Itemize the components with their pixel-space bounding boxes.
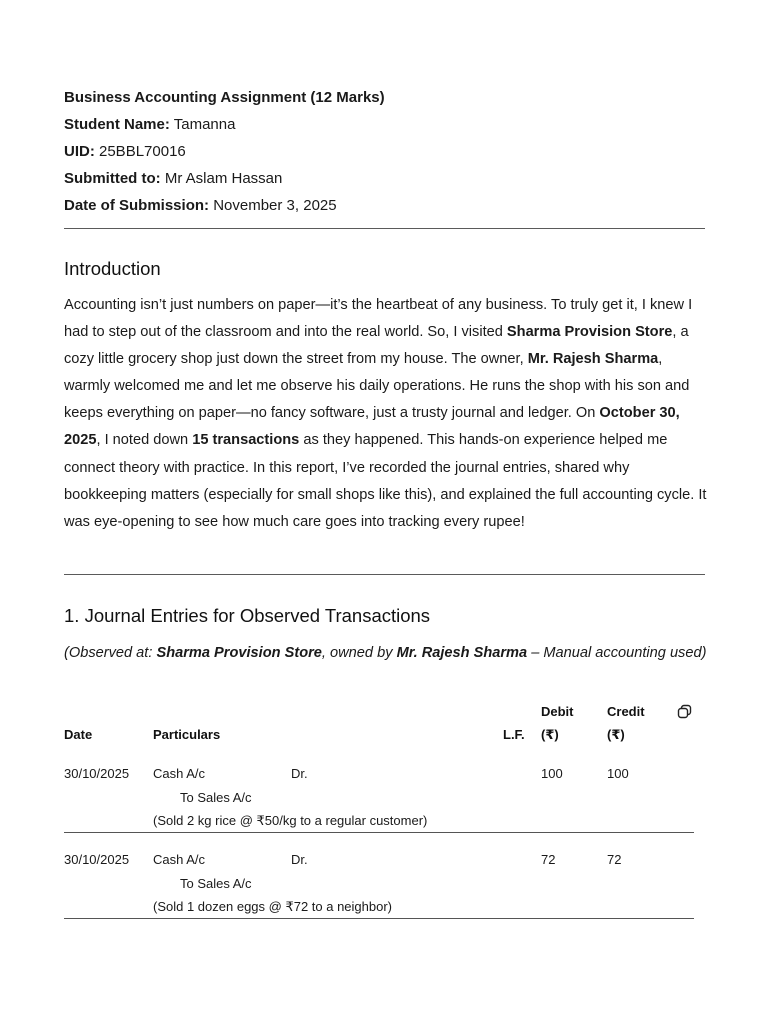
- column-header-date: Date: [64, 727, 93, 742]
- store-name: Sharma Provision Store: [506, 324, 673, 341]
- student-name: Tamanna: [173, 116, 236, 133]
- introduction-paragraph: Accounting isn’t just numbers on paper—it’s the heartbeat of any business. To truly get it, I knew I had to step out of the classroom and into the real world. So, I visited Sharma Provision Store, a cozy little grocery shop just down the street from my house. The owner, Mr. Rajesh Sharma, warmly welcomed me and let me observe his daily operations. He runs the shop with his son and keeps everything on paper—no fancy software, just a trusty journal and ledger. On October 30, 2025, I noted down 15 transactions as they happened. This hands-on experience helped me connect theory with practice. In this report, I’ve recorded the journal entries, shared why bookkeeping matters (especially for small shops like this), and explained the full accounting cycle. It was eye-opening to see how much care goes into tracking every rupee!: [64, 297, 707, 530]
- student-name-line: Student Name: Tamanna: [64, 116, 236, 133]
- row-date: 30/10/2025: [64, 852, 130, 867]
- row-divider: [64, 918, 694, 919]
- row-narration: (Sold 1 dozen eggs @ ₹72 to a neighbor): [153, 899, 393, 914]
- observation-date: October 30, 2025: [64, 405, 680, 449]
- copy-icon[interactable]: [677, 704, 693, 720]
- submitted-to-line: Submitted to: Mr Aslam Hassan: [64, 170, 283, 187]
- column-header-credit-unit: (₹): [607, 727, 625, 742]
- row-credit-amount: 72: [607, 852, 622, 867]
- assignment-title: Business Accounting Assignment (12 Marks): [64, 89, 385, 106]
- submitted-to-value: Mr Aslam Hassan: [164, 170, 283, 187]
- divider: [64, 228, 705, 229]
- column-header-debit-unit: (₹): [541, 727, 559, 742]
- submission-date-value: November 3, 2025: [213, 197, 337, 214]
- uid-line: UID: 25BBL70016: [64, 143, 186, 160]
- journal-entries-heading: 1. Journal Entries for Observed Transactions: [64, 605, 431, 626]
- transaction-count: 15 transactions: [192, 432, 300, 449]
- introduction-heading: Introduction: [64, 258, 161, 279]
- row-debit-amount: 72: [541, 852, 556, 867]
- row-dr-marker: Dr.: [291, 766, 308, 781]
- divider: [64, 574, 705, 575]
- submission-date-line: Date of Submission: November 3, 2025: [64, 197, 337, 214]
- row-divider: [64, 832, 694, 833]
- column-header-lf: L.F.: [503, 727, 525, 742]
- row-debit-account: Cash A/c: [153, 766, 206, 781]
- row-credit-account: To Sales A/c: [180, 790, 252, 805]
- row-debit-account: Cash A/c: [153, 852, 206, 867]
- row-dr-marker: Dr.: [291, 852, 308, 867]
- column-header-credit: Credit: [607, 704, 645, 719]
- row-narration: (Sold 2 kg rice @ ₹50/kg to a regular customer): [153, 813, 428, 828]
- row-credit-account: To Sales A/c: [180, 876, 252, 891]
- uid-value: 25BBL70016: [99, 143, 186, 160]
- column-header-particulars: Particulars: [153, 727, 221, 742]
- row-credit-amount: 100: [607, 766, 629, 781]
- column-header-debit: Debit: [541, 704, 574, 719]
- observation-note: (Observed at: Sharma Provision Store, owned by Mr. Rajesh Sharma – Manual accounting used): [64, 645, 707, 661]
- row-date: 30/10/2025: [64, 766, 130, 781]
- row-debit-amount: 100: [541, 766, 563, 781]
- assignment-header: [64, 84, 706, 219]
- owner-name: Mr. Rajesh Sharma: [527, 351, 659, 368]
